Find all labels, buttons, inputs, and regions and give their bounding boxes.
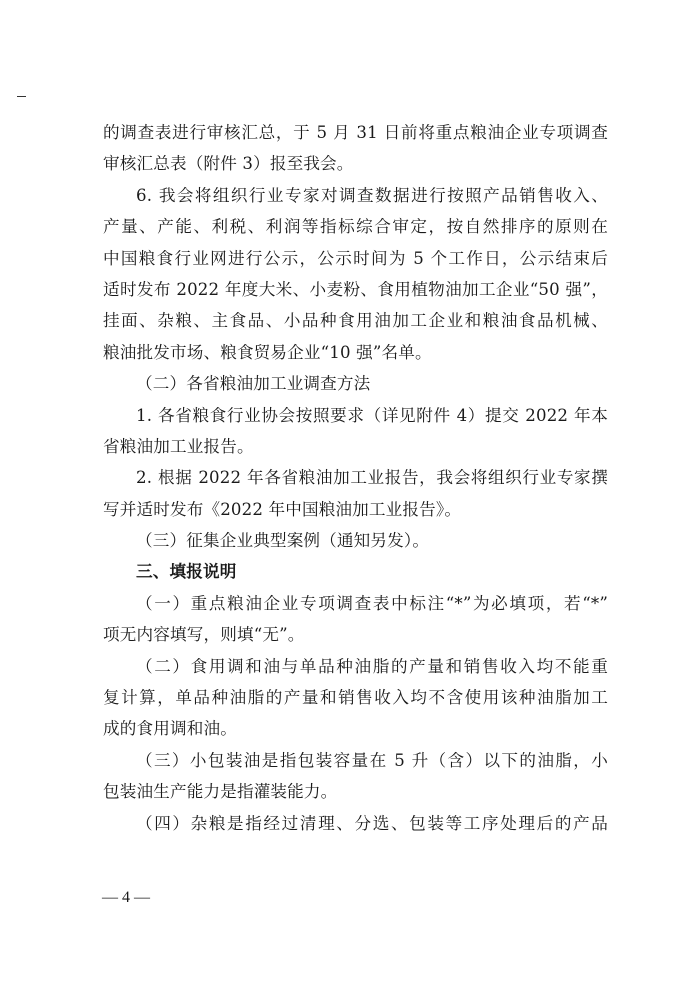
document-body xyxy=(103,117,608,839)
text-line: 中国粮食行业网进行公示，公示时间为 5 个工作日，公示结束后 xyxy=(103,248,608,268)
text-line: 挂面、杂粮、主食品、小品种食用油加工企业和粮油食品机械、 xyxy=(103,311,608,331)
text-line: 的调查表进行审核汇总，于 5 月 31 日前将重点粮油企业专项调查 xyxy=(103,123,608,142)
text-line: 写并适时发布《2022 年中国粮油加工业报告》。 xyxy=(103,499,462,519)
text-line: 项无内容填写，则填“无”。 xyxy=(103,625,305,645)
section-heading: 三、填报说明 xyxy=(136,562,237,582)
text-line: （三）小包装油是指包装容量在 5 升（含）以下的油脂，小 xyxy=(136,750,608,770)
text-line: 适时发布 2022 年度大米、小麦粉、食用植物油加工企业“50 强”， xyxy=(103,279,608,299)
text-line: 产量、产能、利税、利润等指标综合审定，按自然排序的原则在 xyxy=(103,217,608,237)
text-line: 复计算，单品种油脂的产量和销售收入均不含使用该种油脂加工 xyxy=(103,688,608,708)
text-line: 粮油批发市场、粮食贸易企业“10 强”名单。 xyxy=(103,342,432,362)
text-line: 审核汇总表（附件 3）报至我会。 xyxy=(103,154,354,174)
text-line: （三）征集企业典型案例（通知另发）。 xyxy=(136,531,430,551)
text-line: （二）各省粮油加工业调查方法 xyxy=(136,374,371,394)
text-line: 成的食用调和油。 xyxy=(103,719,237,739)
text-line: （二）食用调和油与单品种油脂的产量和销售收入均不能重 xyxy=(136,656,608,676)
corner-mark xyxy=(17,96,26,97)
text-line: 包装油生产能力是指灌装能力。 xyxy=(103,782,338,802)
text-line: 6. 我会将组织行业专家对调查数据进行按照产品销售收入、 xyxy=(136,185,608,205)
text-line: （四）杂粮是指经过清理、分选、包装等工序处理后的产品 xyxy=(136,813,608,833)
text-line: 省粮油加工业报告。 xyxy=(103,436,254,456)
text-line: 2. 根据 2022 年各省粮油加工业报告，我会将组织行业专家撰 xyxy=(136,468,608,488)
page-number: — 4 — xyxy=(102,889,150,906)
text-line: 1. 各省粮食行业协会按照要求（详见附件 4）提交 2022 年本 xyxy=(136,405,608,425)
text-line: （一）重点粮油企业专项调查表中标注“*”为必填项，若“*” xyxy=(136,593,608,613)
